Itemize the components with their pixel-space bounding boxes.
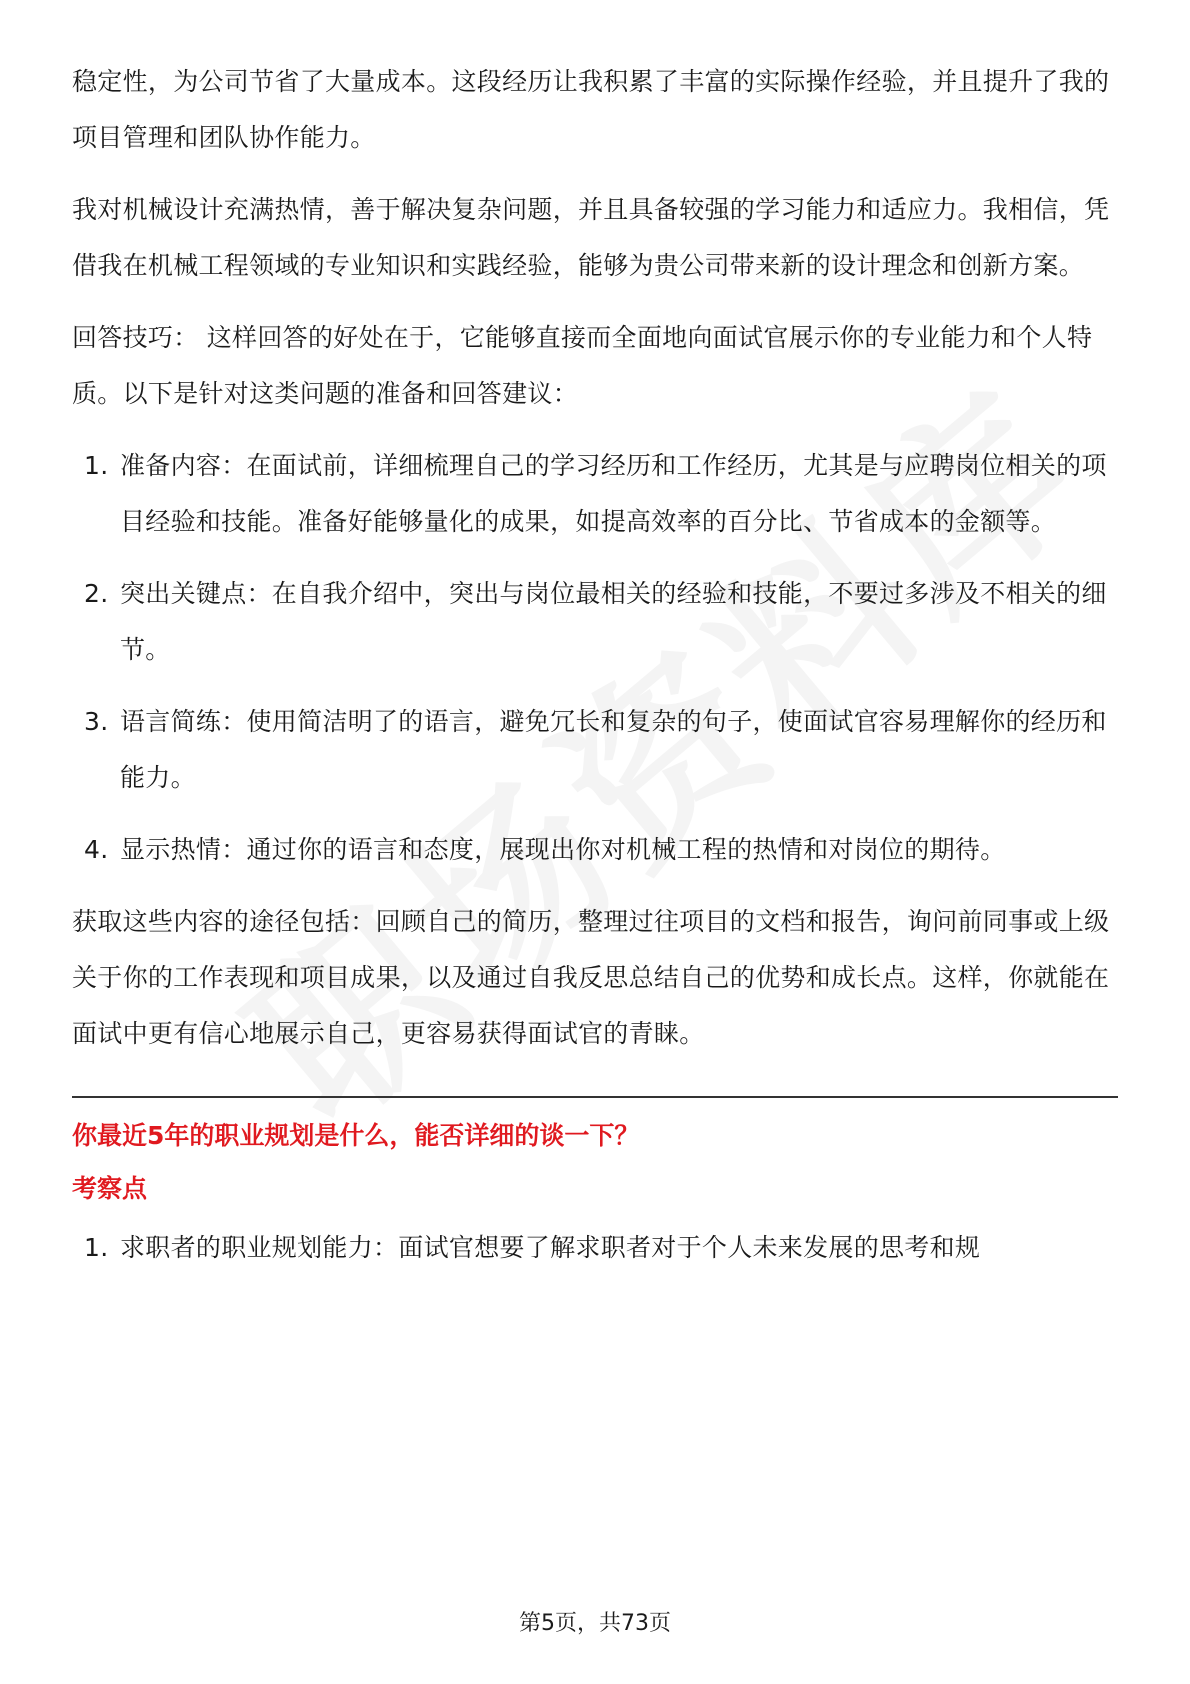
assessment-points-list [72,1220,1118,1276]
list-number: 2. [84,579,109,608]
paragraph-experience: 稳定性，为公司节省了大量成本。这段经历让我积累了丰富的实际操作经验，并且提升了我的项目管理和团队协作能力。 [72,67,1110,152]
list-text: 显示热情：通过你的语言和态度，展现出你对机械工程的热情和对岗位的期待。 [120,835,1006,864]
paragraph-passion: 我对机械设计充满热情，善于解决复杂问题，并且具备较强的学习能力和适应力。我相信，凭借我在机械工程领域的专业知识和实践经验，能够为贵公司带来新的设计理念和创新方案。 [72,195,1110,280]
list-item [72,566,1118,678]
list-item [72,822,1118,878]
paragraph-answer-tips: 回答技巧： 这样回答的好处在于，它能够直接而全面地向面试官展示你的专业能力和个人特质。以下是针对这类问题的准备和回答建议： [72,323,1093,408]
tips-list [72,438,1118,878]
question-title: 你最近5年的职业规划是什么，能否详细的谈一下？ [72,1121,640,1150]
list-text: 准备内容：在面试前，详细梳理自己的学习经历和工作经历，尤其是与应聘岗位相关的项目经验和技能。准备好能够量化的成果，如提高效率的百分比、节省成本的金额等。 [120,451,1107,536]
paragraph-sources: 获取这些内容的途径包括：回顾自己的简历，整理过往项目的文档和报告，询问前同事或上级关于你的工作表现和项目成果，以及通过自我反思总结自己的优势和成长点。这样，你就能在面试中更有信心地展示自己，更容易获得面试官的青睐。 [72,907,1110,1048]
list-item [72,1220,1118,1276]
list-number: 1. [84,451,109,480]
question-subtitle: 考察点 [72,1174,148,1203]
list-item [72,438,1118,550]
list-number: 4. [84,835,109,864]
list-text: 突出关键点：在自我介绍中，突出与岗位最相关的经验和技能，不要过多涉及不相关的细节。 [120,579,1107,664]
list-number: 3. [84,707,109,736]
list-item [72,694,1118,806]
page-footer: 第5页，共73页 [519,1611,671,1636]
document-page [72,54,1118,1276]
list-number: 1. [84,1233,109,1262]
list-text: 求职者的职业规划能力：面试官想要了解求职者对于个人未来发展的思考和规 [120,1233,981,1262]
list-text: 语言简练：使用简洁明了的语言，避免冗长和复杂的句子，使面试官容易理解你的经历和能力。 [120,707,1107,792]
section-divider [72,1096,1118,1098]
